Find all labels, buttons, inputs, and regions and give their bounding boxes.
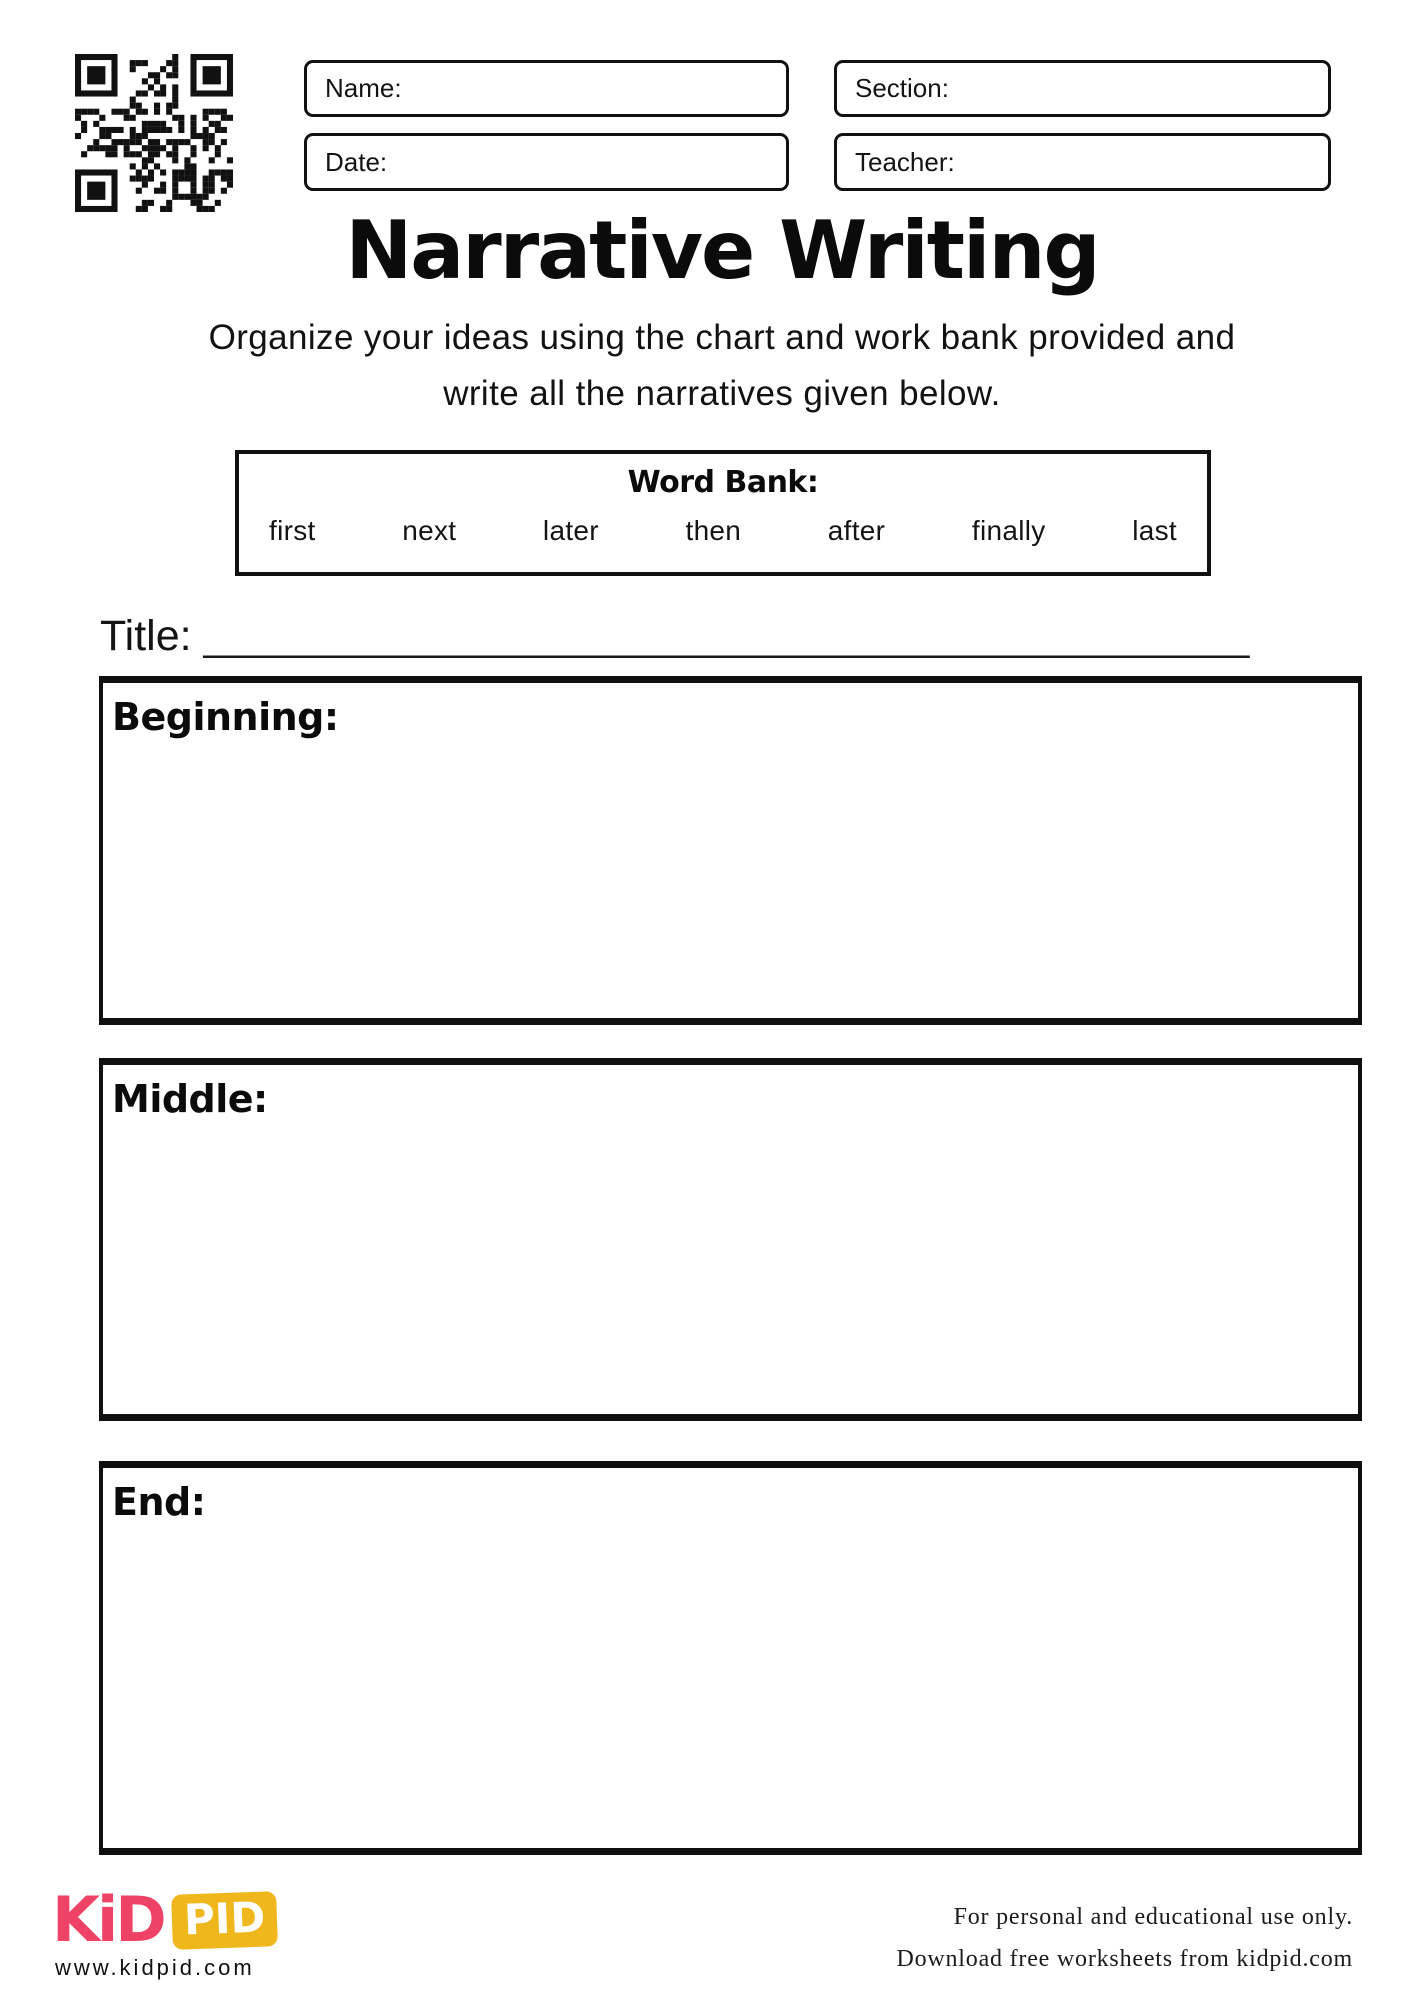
section-field-label: Section: [855, 73, 949, 103]
word-bank-word: first [269, 515, 316, 546]
usage-notice [896, 1896, 1353, 1980]
date-field-label: Date: [325, 146, 388, 177]
word-bank-word: then [685, 515, 742, 546]
instructions [30, 310, 1414, 422]
end-box [99, 1461, 1362, 1855]
title-line [100, 612, 1390, 661]
word-bank-box [235, 450, 1211, 576]
word-bank-word: last [1132, 515, 1177, 546]
title-blank-line: ______________________________________________ [203, 615, 1250, 659]
word-bank-word: later [542, 515, 599, 546]
name-field [304, 60, 789, 117]
instructions-line-1: Organize your ideas using the chart and work bank provided and [208, 318, 1236, 357]
end-label: End: [112, 1480, 206, 1524]
instructions-line-2: write all the narratives given below. [443, 374, 1001, 413]
logo-kid-text: KiD [52, 1883, 164, 1956]
section-field [834, 60, 1331, 117]
page-title: Narrative Writing [345, 204, 1099, 297]
logo-website: www.kidpid.com [55, 1955, 255, 1980]
word-bank-word-list [239, 515, 1207, 547]
date-field [304, 133, 789, 191]
teacher-field-label: Teacher: [855, 146, 955, 177]
middle-label: Middle: [112, 1077, 268, 1121]
qr-code-icon [75, 54, 233, 212]
word-bank-heading: Word Bank: [627, 465, 819, 500]
word-bank-word: after [827, 515, 886, 546]
name-field-label: Name: [325, 73, 402, 103]
usage-notice-line-1: For personal and educational use only. [953, 1904, 1353, 1930]
title-label: Title: [100, 612, 192, 660]
kidpid-logo [52, 1883, 277, 1956]
middle-box [99, 1058, 1362, 1421]
beginning-box [99, 676, 1362, 1025]
word-bank-word: finally [971, 515, 1046, 546]
beginning-label: Beginning: [112, 695, 339, 739]
teacher-field [834, 133, 1331, 191]
logo-pid-badge: PID [171, 1891, 278, 1950]
usage-notice-line-2: Download free worksheets from kidpid.com [896, 1946, 1353, 1972]
word-bank-word: next [402, 515, 457, 546]
